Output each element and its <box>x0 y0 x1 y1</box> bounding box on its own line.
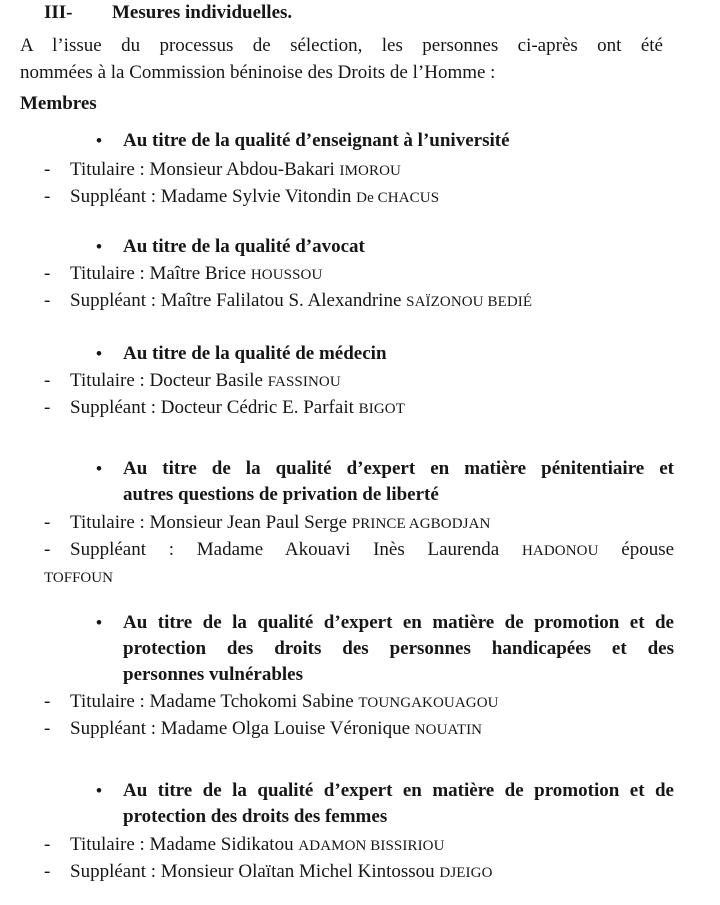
category-title-line: autres questions de privation de liberté <box>123 484 439 505</box>
given-name: Maître Brice <box>149 263 247 284</box>
category-heading <box>96 778 674 830</box>
name-suffix: épouse <box>621 539 675 560</box>
dash-icon: - <box>44 691 51 712</box>
entry-label: Titulaire : <box>70 512 145 533</box>
members-heading: Membres <box>20 93 97 114</box>
suppleant-entry <box>44 183 674 212</box>
category-heading <box>96 234 674 260</box>
suppleant-entry <box>44 536 674 592</box>
entry-label: Suppléant : <box>70 539 175 560</box>
category-title: Au titre de la qualité d’avocat <box>123 236 365 257</box>
suppleant-entry <box>44 394 674 423</box>
entry-label: Suppléant : <box>70 186 157 207</box>
given-name: Monsieur Olaïtan Michel Kintossou <box>160 861 435 882</box>
surname: DJEIGO <box>439 865 493 881</box>
bullet-icon: • <box>96 613 102 632</box>
dash-icon: - <box>44 186 51 207</box>
surname: NOUATIN <box>414 722 483 738</box>
category-title-line: Au titre de la qualité d’expert en matière de promotion et de <box>123 612 674 633</box>
given-name: Docteur Basile <box>149 370 263 391</box>
section-number: III- <box>44 2 73 23</box>
dash-icon: - <box>44 370 51 391</box>
dash-icon: - <box>44 539 51 560</box>
given-name: Madame Olga Louise Véronique <box>160 718 410 739</box>
bullet-icon: • <box>96 344 102 363</box>
intro-line-2: nommées à la Commission béninoise des Droits de l’Homme : <box>20 62 496 83</box>
titulaire-entry <box>44 831 674 860</box>
entry-label: Titulaire : <box>70 159 145 180</box>
section-heading <box>44 2 292 24</box>
bullet-icon: • <box>96 131 102 150</box>
given-name: Madame Sidikatou <box>149 834 294 855</box>
given-name: Docteur Cédric E. Parfait <box>160 397 354 418</box>
entry-label: Suppléant : <box>70 718 157 739</box>
intro-line-1: A l’issue du processus de sélection, les personnes ci-après ont été <box>20 35 663 56</box>
given-name: Madame Sylvie Vitondin <box>160 186 352 207</box>
surname: TOUNGAKOUAGOU <box>358 695 499 711</box>
entry-label: Titulaire : <box>70 691 145 712</box>
category-title-line: protection des droits des femmes <box>123 806 388 827</box>
surname: BIGOT <box>358 401 405 417</box>
category-title: Au titre de la qualité d’enseignant à l’université <box>123 130 510 151</box>
section-title: Mesures individuelles. <box>112 2 293 23</box>
category-title-line: protection des droits des personnes handicapées et des <box>123 638 674 659</box>
surname: SAÏZONOU BEDIÉ <box>406 294 533 310</box>
bullet-icon: • <box>96 237 102 256</box>
titulaire-entry <box>44 260 674 289</box>
bullet-icon: • <box>96 459 102 478</box>
given-name: Madame Tchokomi Sabine <box>149 691 354 712</box>
given-name: Madame Akouavi Inès Laurenda <box>196 539 500 560</box>
category-title: Au titre de la qualité de médecin <box>123 343 387 364</box>
entry-label: Suppléant : <box>70 290 157 311</box>
suppleant-entry <box>44 715 674 744</box>
surname: FASSINOU <box>267 374 341 390</box>
surname: De CHACUS <box>356 190 440 206</box>
given-name: Monsieur Jean Paul Serge <box>149 512 348 533</box>
entry-label: Titulaire : <box>70 834 145 855</box>
suppleant-entry <box>44 287 674 316</box>
titulaire-entry <box>44 688 674 717</box>
given-name: Maître Falilatou S. Alexandrine <box>160 290 402 311</box>
category-title-line: Au titre de la qualité d’expert en matière pénitentiaire et <box>123 458 674 479</box>
intro-paragraph <box>20 32 663 86</box>
titulaire-entry <box>44 156 674 185</box>
surname-continuation: TOFFOUN <box>44 570 113 586</box>
given-name: Monsieur Abdou-Bakari <box>149 159 335 180</box>
entry-label: Titulaire : <box>70 370 145 391</box>
surname: IMOROU <box>339 163 401 179</box>
entry-label: Suppléant : <box>70 397 157 418</box>
dash-icon: - <box>44 834 51 855</box>
category-heading <box>96 341 674 367</box>
dash-icon: - <box>44 861 51 882</box>
titulaire-entry <box>44 509 674 538</box>
entry-label: Titulaire : <box>70 263 145 284</box>
category-heading <box>96 128 674 154</box>
entry-label: Suppléant : <box>70 861 157 882</box>
dash-icon: - <box>44 397 51 418</box>
bullet-icon: • <box>96 781 102 800</box>
surname: PRINCE AGBODJAN <box>351 516 491 532</box>
surname: ADAMON BISSIRIOU <box>298 838 445 854</box>
dash-icon: - <box>44 290 51 311</box>
category-heading <box>96 610 674 688</box>
titulaire-entry <box>44 367 674 396</box>
dash-icon: - <box>44 159 51 180</box>
category-title-line: personnes vulnérables <box>123 664 303 685</box>
category-title-line: Au titre de la qualité d’expert en matière de promotion et de <box>123 780 674 801</box>
dash-icon: - <box>44 263 51 284</box>
surname: HOUSSOU <box>250 267 323 283</box>
dash-icon: - <box>44 512 51 533</box>
dash-icon: - <box>44 718 51 739</box>
suppleant-entry <box>44 858 674 887</box>
surname: HADONOU <box>521 543 599 559</box>
category-heading <box>96 456 674 508</box>
